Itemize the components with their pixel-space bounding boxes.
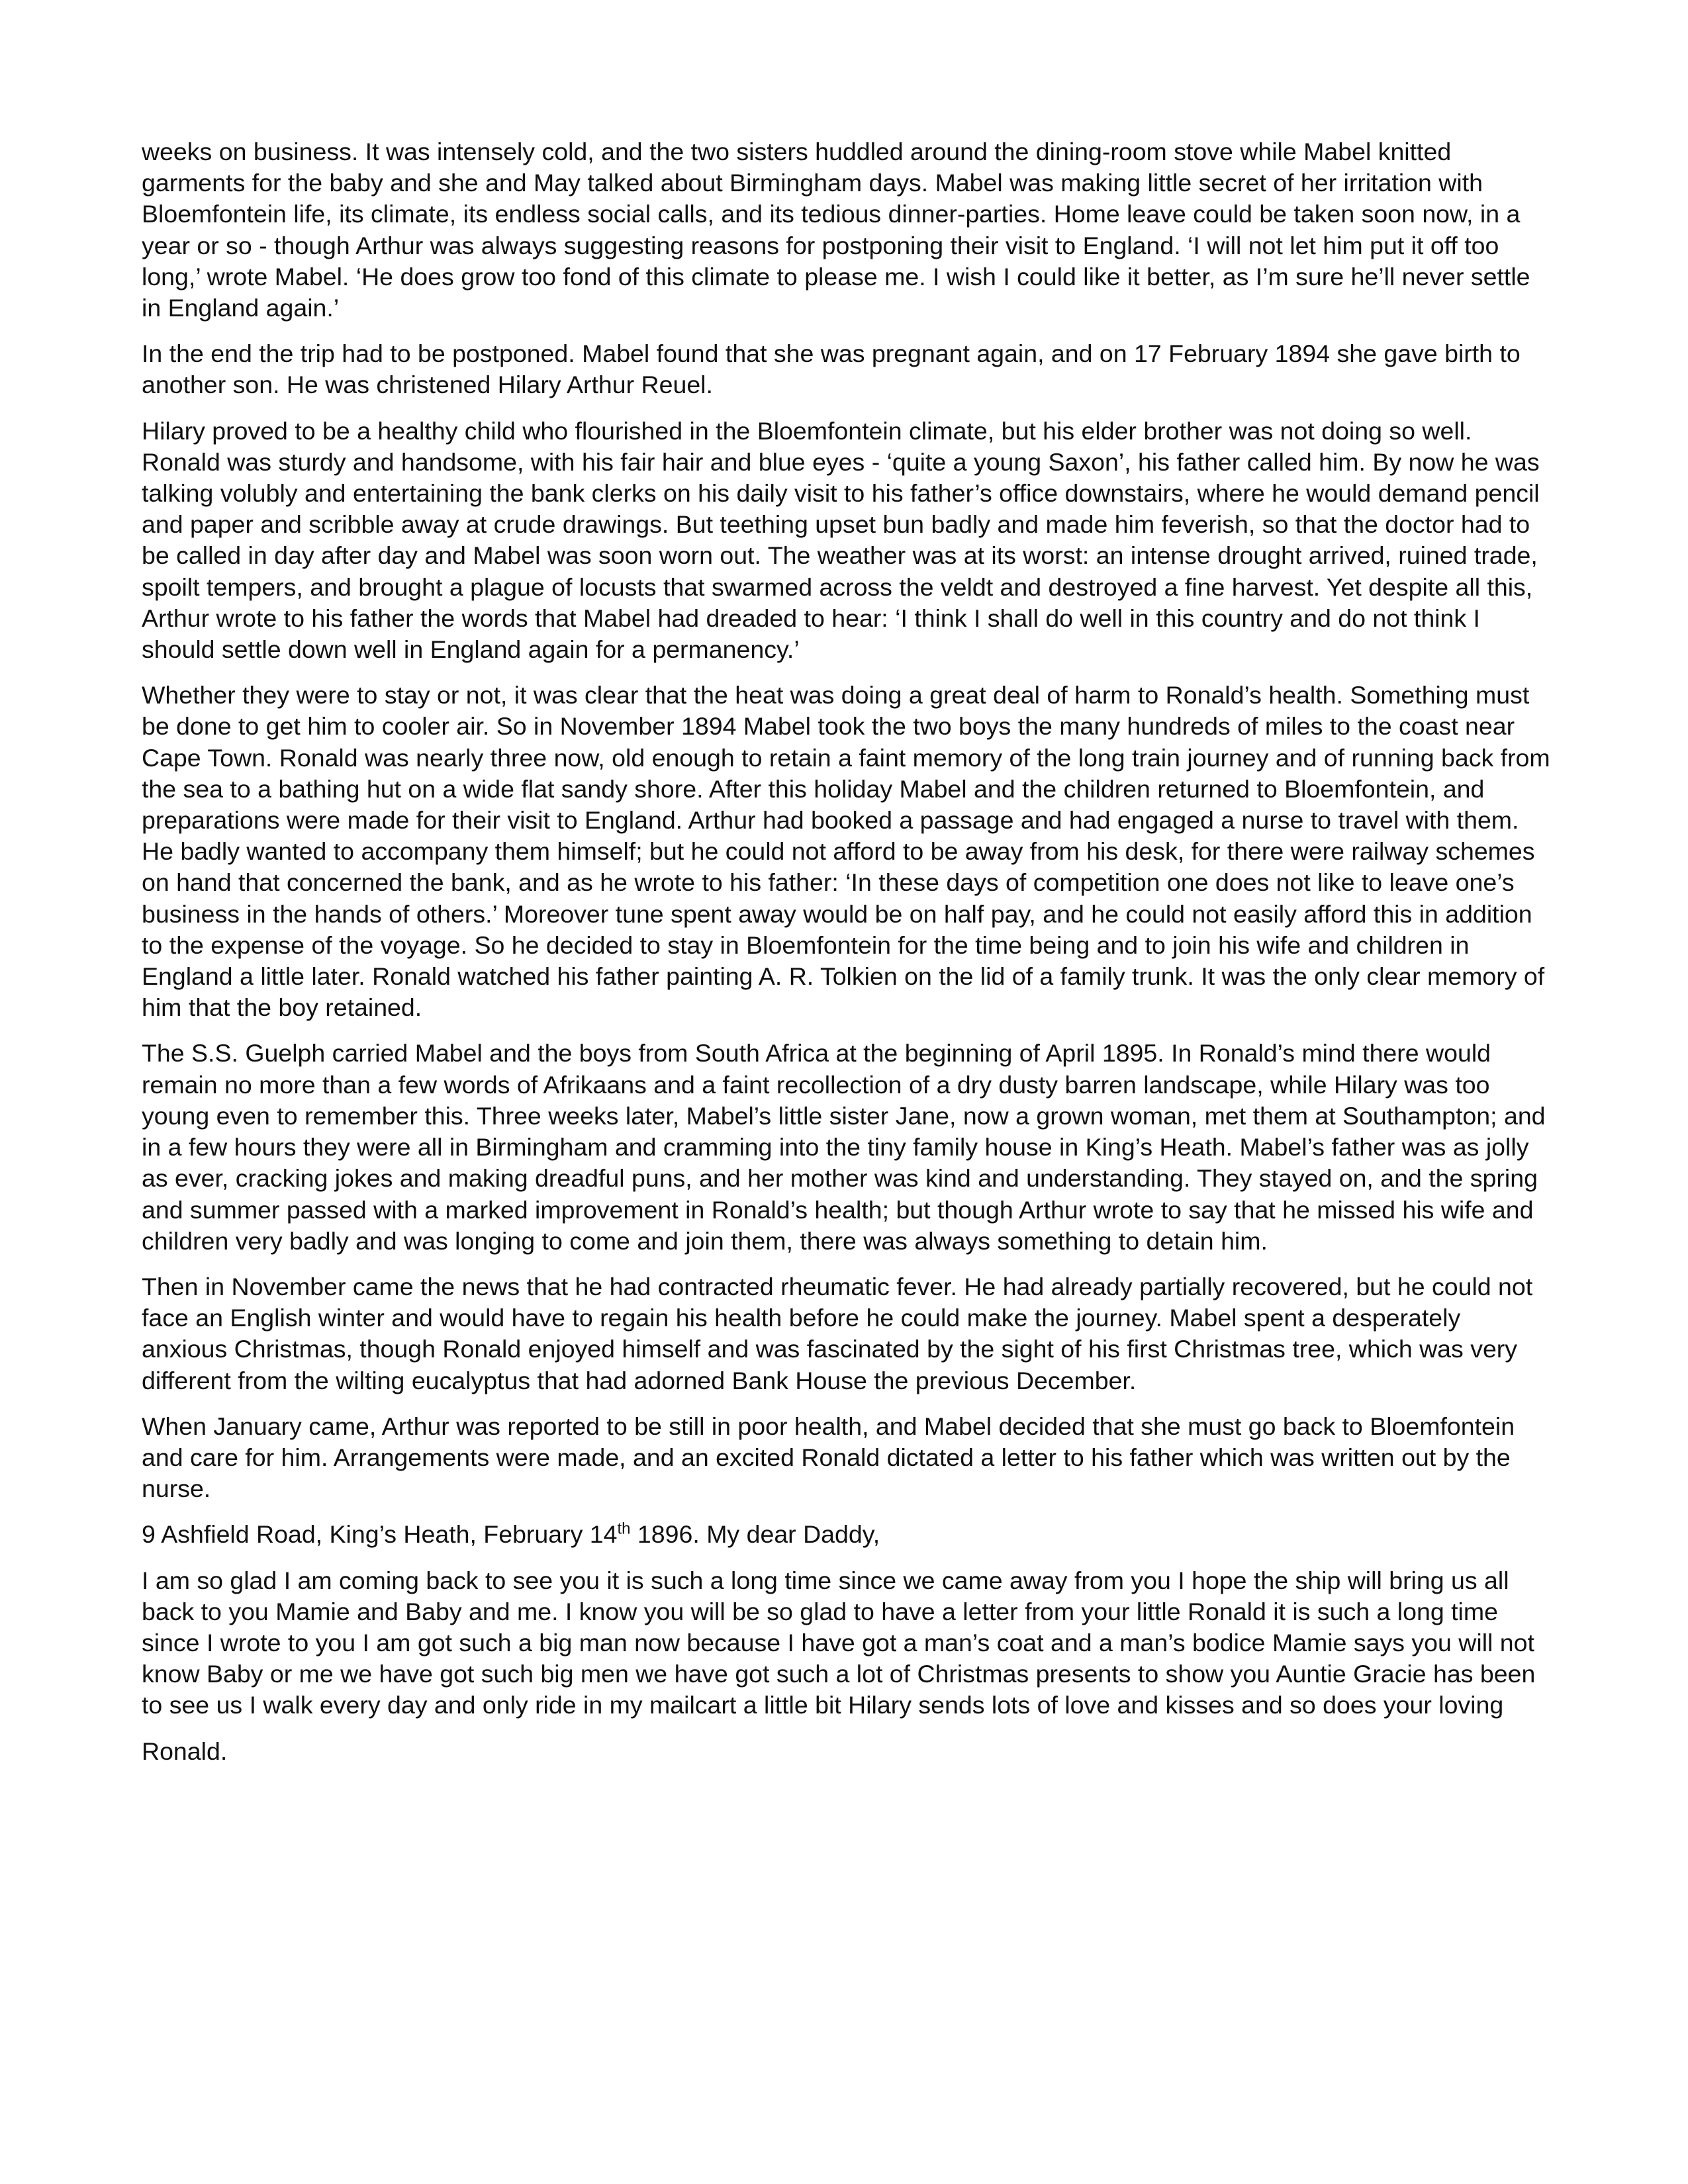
letter-heading-salutation: 1896. My dear Daddy, <box>630 1520 880 1549</box>
letter-signature: Ronald. <box>142 1737 228 1765</box>
letter-heading-ordinal: th <box>617 1520 631 1538</box>
paragraph-voyage-england: The S.S. Guelph carried Mabel and the boys from South Africa at the beginning of April 1895. In Ronald’s mind there would remain no more than a few words of Afrikaans and a faint recollection of a dry dusty barren landscape, while Hilary was too young even to remember this. Three weeks later, Mabel’s little sister Jane, now a grown woman, met them at Southampton; and in a few hours they were all in Birmingham and cramming into the tiny family house in King’s Heath. Mabel’s father was as jolly as ever, cracking jokes and making dreadful puns, and her mother was kind and understanding. They stayed on, and the spring and summer passed with a marked improvement in Ronald’s health; but though Arthur wrote to say that he missed his wife and children very badly and was longing to come and join them, there was always something to detain him. <box>142 1039 1546 1255</box>
paragraph-ronald-health: Hilary proved to be a healthy child who flourished in the Bloemfontein climate, but his elder brother was not doing so well. Ronald was sturdy and handsome, with his fair hair and blue eyes - ‘quite a young Saxon’, his father called him. By now he was talking volubly and entertaining the bank clerks on his daily visit to his father’s office downstairs, where he would demand pencil and paper and scribble away at crude drawings. But teething upset bun badly and made him feverish, so that the doctor had to be called in day after day and Mabel was soon worn out. The weather was at its worst: an intense drought arrived, ruined trade, spoilt tempers, and brought a plague of locusts that swarmed across the veldt and destroyed a fine harvest. Yet despite all this, Arthur wrote to his father the words that Mabel had dreaded to hear: ‘I think I shall do well in this country and do not think I should settle down well in England again for a permanency.’ <box>142 416 1540 664</box>
paragraph-rheumatic-fever: Then in November came the news that he had contracted rheumatic fever. He had already partially recovered, but he could not face an English winter and would have to regain his health before he could make the journey. Mabel spent a desperately anxious Christmas, though Ronald enjoyed himself and was fascinated by the sight of his first Christmas tree, which was very different from the wilting eucalyptus that had adorned Bank House the previous December. <box>142 1272 1533 1394</box>
letter-heading-address: 9 Ashfield Road, King’s Heath, February 14 <box>142 1520 618 1549</box>
paragraph-hilary-birth: In the end the trip had to be postponed. Mabel found that she was pregnant again, and on 17 February 1894 she gave birth to another son. He was christened Hilary Arthur Reuel. <box>142 340 1521 399</box>
document-page <box>142 136 1550 1782</box>
letter-heading <box>142 1519 1550 1550</box>
paragraph-cape-town-trip: Whether they were to stay or not, it was clear that the heat was doing a great deal of harm to Ronald’s health. Something must be done to get him to cooler air. So in November 1894 Mabel took the two boys the many hundreds of miles to the coast near Cape Town. Ronald was nearly three now, old enough to retain a faint memory of the long train journey and of running back from the sea to a bathing hut on a wide flat sandy shore. After this holiday Mabel and the children returned to Bloemfontein, and preparations were made for their visit to England. Arthur had booked a passage and had engaged a nurse to travel with them. He badly wanted to accompany them himself; but he could not afford to be away from his desk, for there were railway schemes on hand that concerned the bank, and as he wrote to his father: ‘In these days of competition one does not like to leave one’s business in the hands of others.’ Moreover tune spent away would be on half pay, and he could not easily afford this in addition to the expense of the voyage. So he decided to stay in Bloemfontein for the time being and to join his wife and children in England a little later. Ronald watched his father painting A. R. Tolkien on the lid of a family trunk. It was the only clear memory of him that the boy retained. <box>142 681 1550 1022</box>
paragraph-return-plans: When January came, Arthur was reported to be still in poor health, and Mabel decided that she must go back to Bloemfontein and care for him. Arrangements were made, and an excited Ronald dictated a letter to his father which was written out by the nurse. <box>142 1412 1515 1503</box>
letter-body: I am so glad I am coming back to see you it is such a long time since we came away from you I hope the ship will bring us all back to you Mamie and Baby and me. I know you will be so glad to have a letter from your little Ronald it is such a long time since I wrote to you I am got such a big man now because I have got a man’s coat and a man’s bodice Mamie says you will not know Baby or me we have got such big men we have got such a lot of Christmas presents to show you Auntie Gracie has been to see us I walk every day and only ride in my mailcart a little bit Hilary sends lots of love and kisses and so does your loving <box>142 1566 1536 1719</box>
paragraph-home-leave: weeks on business. It was intensely cold, and the two sisters huddled around the dining-room stove while Mabel knitted garments for the baby and she and May talked about Birmingham days. Mabel was making little secret of her irritation with Bloemfontein life, its climate, its endless social calls, and its tedious dinner-parties. Home leave could be taken soon now, in a year or so - though Arthur was always suggesting reasons for postponing their visit to England. ‘I will not let him put it off too long,’ wrote Mabel. ‘He does grow too fond of this climate to please me. I wish I could like it better, as I’m sure he’ll never settle in England again.’ <box>142 138 1530 322</box>
